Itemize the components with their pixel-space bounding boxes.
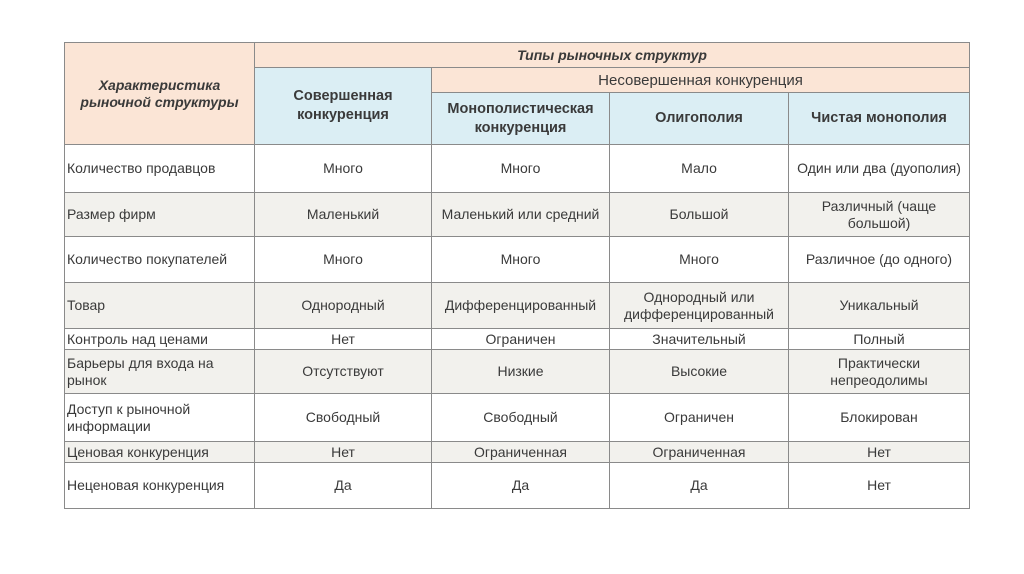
row-label: Барьеры для входа на рынок [65,350,255,394]
table-cell: Свободный [255,394,432,442]
table-cell: Нет [789,463,970,509]
row-label: Ценовая конкуренция [65,442,255,463]
table-cell: Уникальный [789,283,970,329]
table-cell: Много [610,237,789,283]
table-cell: Да [610,463,789,509]
header-monopolistic-competition: Монополистическая конкуренция [432,93,610,145]
table-cell: Отсутствуют [255,350,432,394]
table-cell: Нет [255,329,432,350]
table-row [65,329,970,350]
market-structures-table-wrapper [64,42,969,509]
table-row [65,145,970,193]
table-cell: Много [432,145,610,193]
table-cell: Маленький [255,193,432,237]
table-cell: Маленький или средний [432,193,610,237]
table-cell: Много [255,145,432,193]
table-cell: Ограничен [432,329,610,350]
row-label: Товар [65,283,255,329]
table-cell: Низкие [432,350,610,394]
table-row [65,193,970,237]
row-label: Доступ к рыночной информации [65,394,255,442]
table-cell: Высокие [610,350,789,394]
row-label: Размер фирм [65,193,255,237]
table-cell: Много [432,237,610,283]
table-cell: Блокирован [789,394,970,442]
table-cell: Различное (до одного) [789,237,970,283]
table-row [65,350,970,394]
header-market-types: Типы рыночных структур [255,43,970,68]
table-cell: Значительный [610,329,789,350]
table-row [65,283,970,329]
table-cell: Различный (чаще большой) [789,193,970,237]
table-cell: Ограниченная [432,442,610,463]
row-label: Контроль над ценами [65,329,255,350]
table-cell: Мало [610,145,789,193]
header-pure-monopoly: Чистая монополия [789,93,970,145]
table-cell: Нет [789,442,970,463]
row-label: Неценовая конкуренция [65,463,255,509]
table-cell: Полный [789,329,970,350]
table-row [65,237,970,283]
table-cell: Однородный [255,283,432,329]
table-cell: Да [255,463,432,509]
table-cell: Дифференцированный [432,283,610,329]
table-cell: Большой [610,193,789,237]
header-perfect-competition: Совершенная конкуренция [255,68,432,145]
table-cell: Да [432,463,610,509]
header-characteristic: Характеристика рыночной структуры [65,43,255,145]
table-cell: Однородный или дифференцированный [610,283,789,329]
table-cell: Практически непреодолимы [789,350,970,394]
table-cell: Много [255,237,432,283]
table-row [65,394,970,442]
table-cell: Нет [255,442,432,463]
table-cell: Ограниченная [610,442,789,463]
row-label: Количество покупателей [65,237,255,283]
market-structures-table [64,42,970,509]
table-row [65,463,970,509]
table-cell: Ограничен [610,394,789,442]
table-row [65,442,970,463]
table-cell: Один или два (дуополия) [789,145,970,193]
header-oligopoly: Олигополия [610,93,789,145]
table-cell: Свободный [432,394,610,442]
header-imperfect-competition: Несовершенная конкуренция [432,68,970,93]
row-label: Количество продавцов [65,145,255,193]
